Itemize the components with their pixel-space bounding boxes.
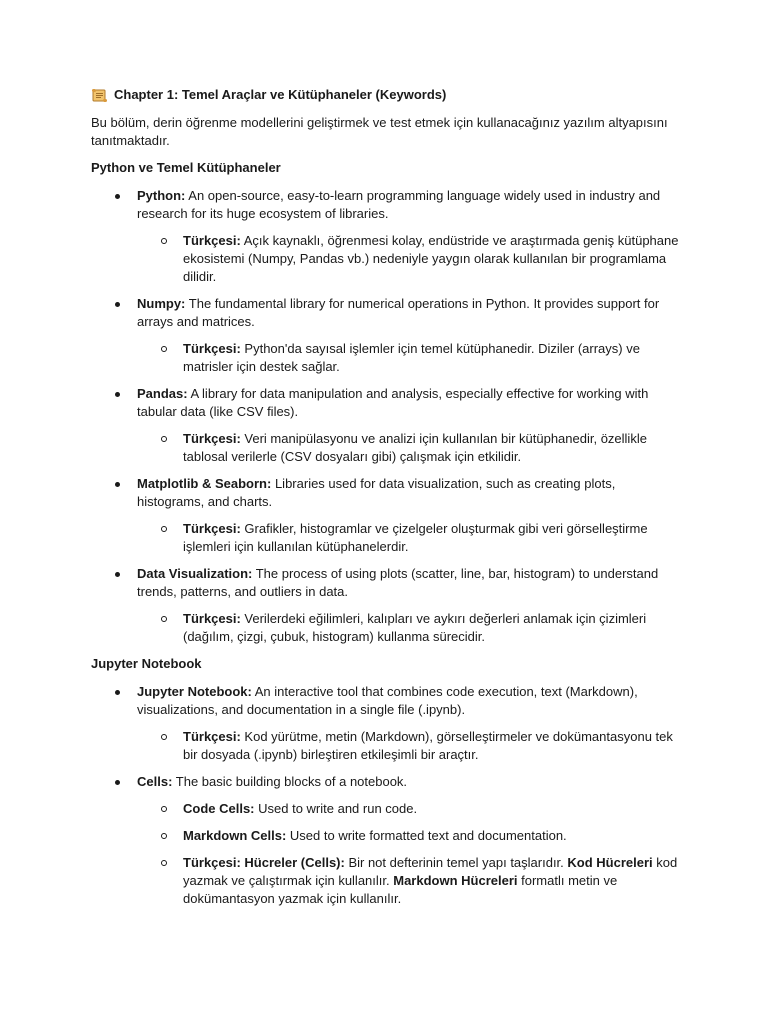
list-item-pandas xyxy=(91,385,681,466)
translation-text: Verilerdeki eğilimleri, kalıpları ve aykırı değerleri anlamak için çizimleri (dağılım, çizgi, çubuk, histogram) kullanma sürecidir. xyxy=(183,611,647,644)
list-item-data-visualization xyxy=(91,565,681,646)
translation-item xyxy=(137,430,681,466)
translation-text: Veri manipülasyonu ve analizi için kullanılan bir kütüphanedir, özellikle tablosal verilerle (CSV dosyaları gibi) çalışmak için etkilidir. xyxy=(183,431,647,464)
term: Pandas: xyxy=(137,386,188,401)
translation-text: Bir not defterinin temel yapı taşlarıdır. xyxy=(344,855,568,870)
term: Cells: xyxy=(137,774,173,789)
sub-term: Markdown Cells: xyxy=(183,828,287,843)
list-item-python xyxy=(91,187,681,286)
term: Matplotlib & Seaborn: xyxy=(137,476,272,491)
translation-text: kod yazmak ve çalıştırmak için kullanılır. xyxy=(183,855,678,888)
translation-text: Python'da sayısal işlemler için temel kütüphanedir. Diziler (arrays) ve matrisler için destek sağlar. xyxy=(183,341,640,374)
translation-label: Türkçesi: xyxy=(183,431,241,446)
intro-paragraph: Bu bölüm, derin öğrenme modellerini geliştirmek ve test etmek için kullanacağınız yazılım altyapısını tanıtmaktadır. xyxy=(91,115,668,148)
translation-label: Türkçesi: xyxy=(183,729,241,744)
document-page xyxy=(91,86,681,917)
scroll-icon xyxy=(91,87,108,104)
term: Numpy: xyxy=(137,296,186,311)
sub-item-markdown-cells xyxy=(137,827,681,845)
translation-label: Türkçesi: xyxy=(183,341,241,356)
term: Python: xyxy=(137,188,186,203)
term-description: An interactive tool that combines code execution, text (Markdown), visualizations, and documentation in a single file (.ipynb). xyxy=(137,684,638,717)
list-item-numpy xyxy=(91,295,681,376)
term-description: The basic building blocks of a notebook. xyxy=(172,774,408,789)
translation-item xyxy=(137,610,681,646)
term-description: An open-source, easy-to-learn programming language widely used in industry and research for its huge ecosystem of libraries. xyxy=(137,188,661,221)
term: Data Visualization: xyxy=(137,566,253,581)
term-description: The fundamental library for numerical operations in Python. It provides support for arrays and matrices. xyxy=(137,296,660,329)
translation-item xyxy=(137,728,681,764)
section-title-jupyter: Jupyter Notebook xyxy=(91,656,202,671)
list-item-cells xyxy=(91,773,681,908)
translation-label: Türkçesi: xyxy=(183,233,241,248)
sub-term-description: Used to write and run code. xyxy=(254,801,418,816)
term-description: A library for data manipulation and analysis, especially effective for working with tabular data (like CSV files). xyxy=(137,386,649,419)
translation-text: Grafikler, histogramlar ve çizelgeler oluşturmak gibi veri görselleştirme işlemleri için kullanılan kütüphanelerdir. xyxy=(183,521,648,554)
translation-label: Türkçesi: xyxy=(183,611,241,626)
translation-text: Kod yürütme, metin (Markdown), görselleştirmeler ve dokümantasyonu tek bir dosyada (.ipynb) birleştiren etkileşimli bir araçtır. xyxy=(183,729,673,762)
term-description: Libraries used for data visualization, such as creating plots, histograms, and charts. xyxy=(137,476,616,509)
translation-item xyxy=(137,232,681,286)
list-item-matplotlib-seaborn xyxy=(91,475,681,556)
python-list xyxy=(91,187,681,646)
term: Jupyter Notebook: xyxy=(137,684,252,699)
translation-item xyxy=(137,854,681,908)
chapter-title: Chapter 1: Temel Araçlar ve Kütüphaneler (Keywords) xyxy=(114,87,447,102)
sub-item-code-cells xyxy=(137,800,681,818)
translation-label: Türkçesi: xyxy=(183,521,241,536)
translation-bold: Kod Hücreleri xyxy=(567,855,653,870)
sub-term: Code Cells: xyxy=(183,801,255,816)
translation-bold: Markdown Hücreleri xyxy=(393,873,518,888)
translation-text: formatlı metin ve dokümantasyon yazmak için kullanılır. xyxy=(183,873,618,906)
sub-term-description: Used to write formatted text and documentation. xyxy=(286,828,567,843)
translation-text: Açık kaynaklı, öğrenmesi kolay, endüstride ve araştırmada geniş kütüphane ekosistemi (Numpy, Pandas vb.) nedeniyle yaygın olarak kullanılan bir programlama dilidir. xyxy=(183,233,679,284)
section-title-python: Python ve Temel Kütüphaneler xyxy=(91,160,281,175)
list-item-jupyter-notebook xyxy=(91,683,681,764)
chapter-heading xyxy=(91,86,681,104)
translation-item xyxy=(137,520,681,556)
translation-label: Türkçesi: Hücreler (Cells): xyxy=(183,855,345,870)
jupyter-list xyxy=(91,683,681,908)
translation-item xyxy=(137,340,681,376)
term-description: The process of using plots (scatter, line, bar, histogram) to understand trends, patterns, and outliers in data. xyxy=(137,566,659,599)
